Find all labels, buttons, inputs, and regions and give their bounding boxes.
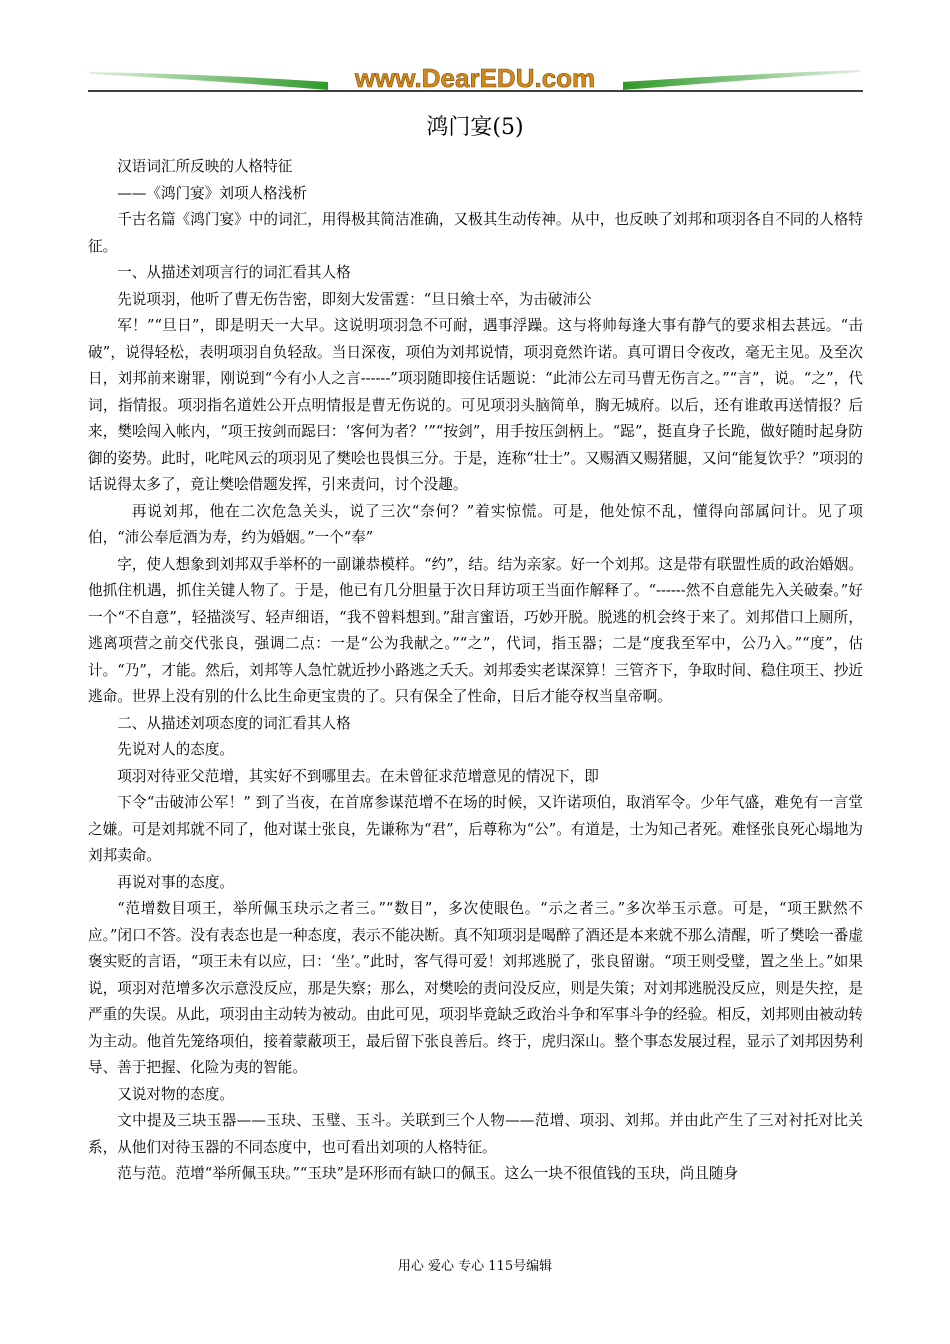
paragraph-subtitle-2: ——《鸿门宴》刘项人格浅析: [117, 184, 307, 202]
paragraph: 又说对物的态度。: [117, 1085, 234, 1103]
banner-site-text: www.DearEDU.com: [354, 63, 596, 93]
section-heading: 二、从描述刘项态度的词汇看其人格: [117, 714, 351, 732]
paragraph-subtitle: 汉语词汇所反映的人格特征: [117, 158, 293, 175]
article-body: [88, 154, 863, 1188]
paragraph: 再说对事的态度。: [117, 873, 234, 891]
paragraph: 军！”“旦日”，即是明天一大早。这说明项羽急不可耐，遇事浮躁。这与将帅每逢大事有静气的要求相去甚远。“击破”，说得轻松，表明项羽自负轻敌。当日深夜，项伯为刘邦说情，项羽竟然许诺。真可谓日令夜改，毫无主见。及至次日，刘邦前来谢罪，刚说到“今有小人之言------”项羽随即接住话题说：“此沛公左司马曹无伤言之。”“言”，说。“之”，代词，指情报。项羽指名道姓公开点明情报是曹无伤说的。可见项羽头脑简单，胸无城府。以后，还有谁敢再送情报？后来，樊哙闯入帐内，“项王按剑而跽曰：‘客何为者？’”“按剑”，用手按压剑柄上。“跽”，挺直身子长跪，做好随时起身防御的姿势。此时，叱咤风云的项羽见了樊哙也畏惧三分。于是，连称“壮士”。又赐酒又赐猪腿，又问“能复饮乎？”项羽的话说得太多了，竟让樊哙借题发挥，引来责问，讨个没趣。: [88, 317, 863, 493]
site-banner: [88, 60, 863, 100]
banner-graphic: [88, 60, 863, 100]
paragraph: 项羽对待亚父范增，其实好不到哪里去。在未曾征求范增意见的情况下，即: [117, 767, 599, 785]
paragraph: 下令“击破沛公军！” 到了当夜，在首席参谋范增不在场的时候，又许诺项伯，取消军令。少年气盛，难免有一言堂之嫌。可是刘邦就不同了，他对谋士张良，先谦称为“君”，后尊称为“公”。有道是，士为知己者死。难怪张良死心塌地为刘邦卖命。: [88, 794, 863, 864]
paragraph: 先说对人的态度。: [117, 741, 234, 758]
paragraph: 再说刘邦，他在二次危急关头，说了三次“奈何？”着实惊慌。可是，他处惊不乱，懂得向部属问计。见了项伯，“沛公奉卮酒为寿，约为婚姻。”一个“奉”: [88, 502, 863, 546]
section-heading: 一、从描述刘项言行的词汇看其人格: [117, 264, 351, 281]
paragraph: 文中提及三块玉器——玉玦、玉璧、玉斗。关联到三个人物——范增、项羽、刘邦。并由此产生了三对衬托对比关系，从他们对待玉器的不同态度中，也可看出刘项的人格特征。: [88, 1112, 863, 1156]
paragraph: 先说项羽，他听了曹无伤告密，即刻大发雷霆：“旦日飨士卒，为击破沛公: [117, 290, 592, 308]
paragraph: 千古名篇《鸿门宴》中的词汇，用得极其简洁准确，又极其生动传神。从中，也反映了刘邦和项羽各自不同的人格特征。: [88, 211, 863, 255]
page-title: 鸿门宴(5): [426, 115, 524, 140]
paragraph: 范与范。范增“举所佩玉玦。”“玉玦”是环形而有缺口的佩玉。这么一块不很值钱的玉玦，尚且随身: [117, 1165, 739, 1182]
paragraph: “范增数目项王，举所佩玉玦示之者三。”“数目”，多次使眼色。“示之者三。”多次举玉示意。可是，“项王默然不应。”闭口不答。没有表态也是一种态度，表示不能决断。真不知项羽是喝醉了酒还是本来就不那么清醒，听了樊哙一番虚褒实贬的言语，“项王未有以应，曰：‘坐’。”此时，客气得可爱！刘邦逃脱了，张良留谢。“项王则受璧，置之坐上。”如果说，项羽对范增多次示意没反应，那是失察；那么，对樊哙的责问没反应，则是失策；对刘邦逃脱没反应，则是失控，是严重的失误。从此，项羽由主动转为被动。由此可见，项羽毕竟缺乏政治斗争和军事斗争的经验。相反，刘邦则由被动转为主动。他首先笼络项伯，接着蒙蔽项王，最后留下张良善后。终于，虎归深山。整个事态发展过程，显示了刘邦因势利导、善于把握、化险为夷的智能。: [88, 900, 863, 1076]
page-footer: 用心 爱心 专心 115号编辑: [397, 1259, 553, 1274]
paragraph: 字，使人想象到刘邦双手举杯的一副谦恭模样。“约”，结。结为亲家。好一个刘邦。这是带有联盟性质的政治婚姻。他抓住机遇，抓住关键人物了。于是，他已有几分胆量于次日拜访项王当面作解释了。“------然不自意能先入关破秦。”好一个“不自意”，轻描淡写、轻声细语，“我不曾料想到。”甜言蜜语，巧妙开脱。脱逃的机会终于来了。刘邦借口上厕所，逃离项营之前交代张良，强调二点：一是“公为我献之。”“之”，代词，指玉器；二是“度我至军中，公乃入。”“度”，估计。“乃”，才能。然后，刘邦等人急忙就近抄小路逃之夭夭。刘邦委实老谋深算！三管齐下，争取时间、稳住项王、抄近逃命。世界上没有别的什么比生命更宝贵的了。只有保全了性命，日后才能夺权当皇帝啊。: [88, 555, 863, 705]
